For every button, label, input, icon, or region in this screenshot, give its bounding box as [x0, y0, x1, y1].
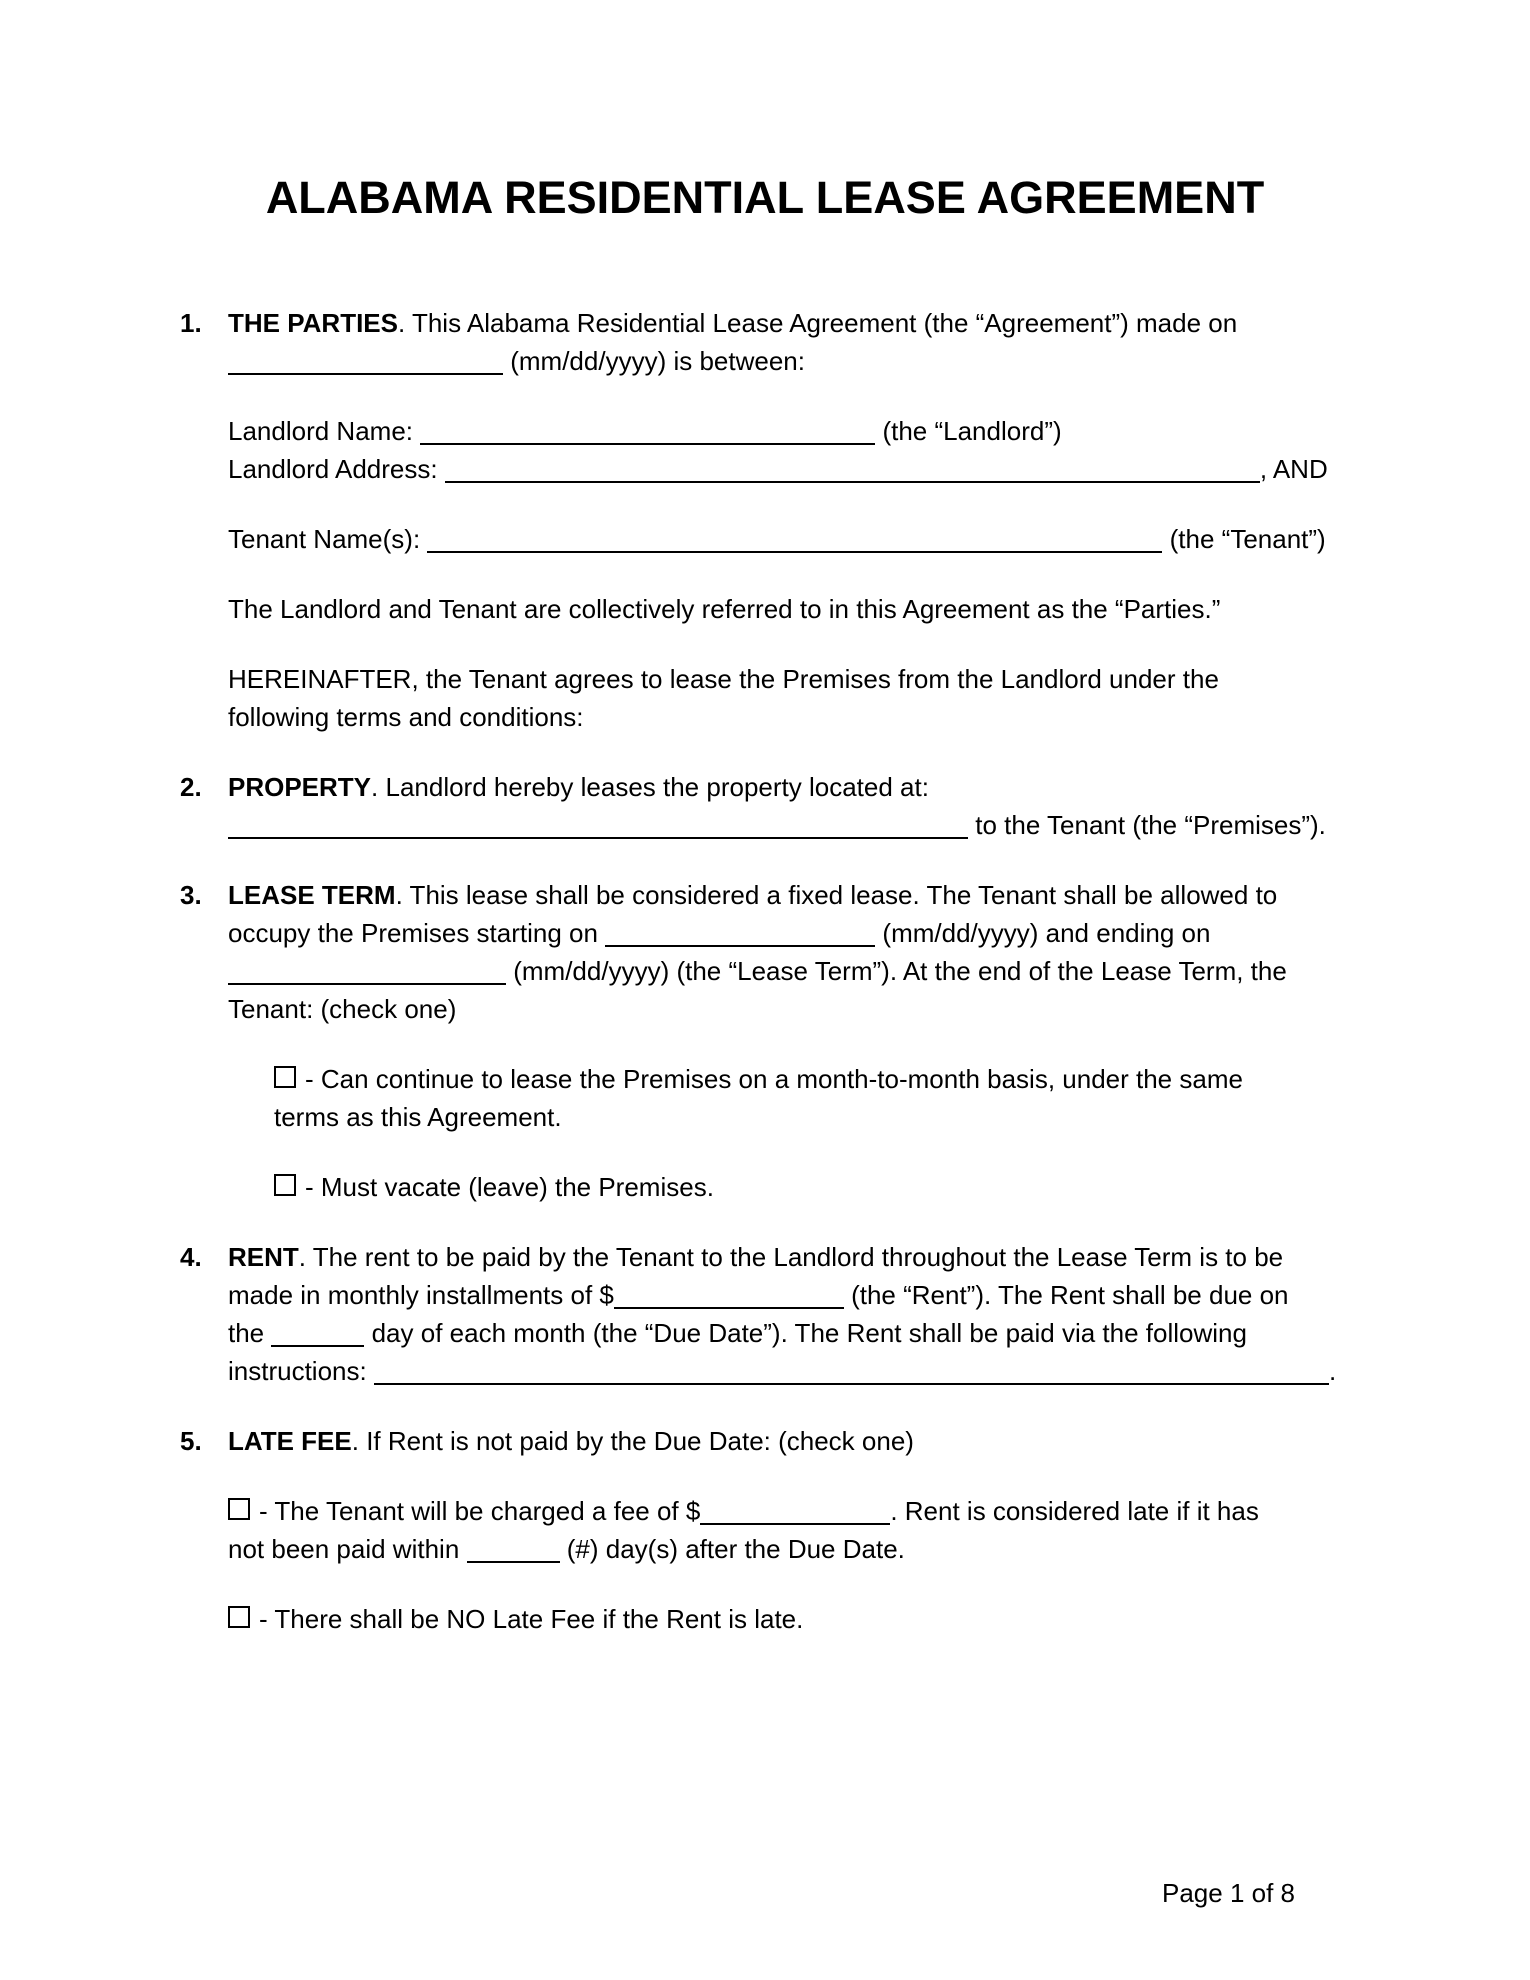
text-line: [228, 1422, 1390, 1460]
no-late-fee-checkbox[interactable]: [228, 1606, 250, 1628]
text-line: [228, 1600, 1390, 1638]
text-line: [228, 1352, 1390, 1390]
text-run: (the “Tenant”): [1162, 524, 1326, 554]
section-late-fee: [180, 1422, 1390, 1670]
section-lease-term: [180, 876, 1390, 1238]
document-title: ALABAMA RESIDENTIAL LEASE AGREEMENT: [265, 172, 1265, 223]
section-rent: [180, 1238, 1390, 1422]
text-line: [228, 520, 1390, 558]
text-run: HEREINAFTER, the Tenant agrees to lease the Premises from the Landlord under the: [228, 664, 1219, 694]
section-content: [228, 1422, 1390, 1670]
paragraph: [228, 660, 1390, 736]
page-number: Page 1 of 8: [1162, 1878, 1295, 1908]
paragraph: [228, 590, 1390, 628]
late-fee-days-field[interactable]: [467, 1561, 560, 1563]
text-run: . If Rent is not paid by the Due Date: (check one): [351, 1426, 914, 1456]
property-address-field[interactable]: [228, 837, 968, 839]
section-number: 5.: [180, 1426, 202, 1456]
text-line: [228, 914, 1390, 952]
section-content: [228, 304, 1390, 768]
text-run: made in monthly installments of $: [228, 1280, 614, 1310]
section-number: 1.: [180, 308, 202, 338]
text-run: not been paid within: [228, 1534, 467, 1564]
paragraph: [228, 876, 1390, 1028]
text-run: terms as this Agreement.: [274, 1102, 562, 1132]
text-run: Tenant: (check one): [228, 994, 457, 1024]
text-run: .: [1328, 1356, 1337, 1386]
text-line: [228, 590, 1390, 628]
text-run: day of each month (the “Due Date”). The Rent shall be paid via the following: [364, 1318, 1247, 1348]
text-run: , AND: [1259, 454, 1328, 484]
bold-run: LEASE TERM: [228, 880, 396, 910]
text-run: Tenant Name(s):: [228, 524, 428, 554]
text-run: - Must vacate (leave) the Premises.: [305, 1172, 714, 1202]
bold-run: RENT: [228, 1242, 299, 1272]
text-run: following terms and conditions:: [228, 702, 584, 732]
text-line: [228, 876, 1390, 914]
text-run: (mm/dd/yyyy) is between:: [503, 346, 805, 376]
month-to-month-checkbox[interactable]: [274, 1066, 296, 1088]
text-run: . This Alabama Residential Lease Agreement (the “Agreement”) made on: [397, 308, 1238, 338]
late-fee-charged-checkbox[interactable]: [228, 1498, 250, 1520]
text-line: [274, 1098, 1390, 1136]
bold-run: LATE FEE: [228, 1426, 352, 1456]
rent-due-day-field[interactable]: [271, 1345, 364, 1347]
rent-amount-field[interactable]: [614, 1307, 844, 1309]
text-run: - Can continue to lease the Premises on a month-to-month basis, under the same: [305, 1064, 1243, 1094]
text-run: . This lease shall be considered a fixed lease. The Tenant shall be allowed to: [395, 880, 1278, 910]
text-run: - The Tenant will be charged a fee of $: [259, 1496, 701, 1526]
paragraph: [228, 520, 1390, 558]
text-run: to the Tenant (the “Premises”).: [968, 810, 1326, 840]
text-line: [228, 990, 1390, 1028]
text-run: the: [228, 1318, 272, 1348]
paragraph: [274, 1168, 1390, 1206]
section-property: [180, 768, 1390, 876]
text-line: [228, 1530, 1390, 1568]
tenant-names-field[interactable]: [427, 551, 1162, 553]
landlord-name-field[interactable]: [420, 443, 875, 445]
text-line: [228, 450, 1390, 488]
text-line: [228, 412, 1390, 450]
text-run: (the “Rent”). The Rent shall be due on: [843, 1280, 1289, 1310]
text-run: . Rent is considered late if it has: [890, 1496, 1259, 1526]
text-run: occupy the Premises starting on: [228, 918, 606, 948]
paragraph: [228, 304, 1390, 380]
text-run: . The rent to be paid by the Tenant to the Landlord throughout the Lease Term is to be: [298, 1242, 1284, 1272]
lease-start-date-field[interactable]: [605, 945, 875, 947]
text-line: [228, 952, 1390, 990]
text-line: [228, 660, 1390, 698]
text-run: Landlord Name:: [228, 416, 421, 446]
lease-end-date-field[interactable]: [228, 983, 506, 985]
text-run: . Landlord hereby leases the property located at:: [371, 772, 929, 802]
text-line: [274, 1168, 1390, 1206]
text-line: [228, 304, 1390, 342]
text-run: - There shall be NO Late Fee if the Rent is late.: [259, 1604, 804, 1634]
text-run: (mm/dd/yyyy) and ending on: [875, 918, 1211, 948]
text-run: (mm/dd/yyyy) (the “Lease Term”). At the end of the Lease Term, the: [506, 956, 1287, 986]
section-content: [228, 768, 1390, 876]
paragraph: [228, 1422, 1390, 1460]
text-run: (the “Landlord”): [875, 416, 1062, 446]
section-the-parties: [180, 304, 1390, 768]
payment-instructions-field[interactable]: [374, 1383, 1329, 1385]
section-content: [228, 876, 1390, 1238]
bold-run: PROPERTY: [228, 772, 372, 802]
text-line: [228, 1276, 1390, 1314]
text-run: Landlord Address:: [228, 454, 445, 484]
text-line: [228, 342, 1390, 380]
text-line: [228, 768, 1390, 806]
paragraph: [228, 1600, 1390, 1638]
section-number: 3.: [180, 880, 202, 910]
text-line: [228, 1314, 1390, 1352]
paragraph: [228, 768, 1390, 844]
landlord-address-field[interactable]: [445, 481, 1260, 483]
text-run: instructions:: [228, 1356, 374, 1386]
section-number: 2.: [180, 772, 202, 802]
paragraph: [228, 412, 1390, 488]
late-fee-amount-field[interactable]: [700, 1523, 890, 1525]
text-run: The Landlord and Tenant are collectively referred to in this Agreement as the “Parties.”: [228, 594, 1221, 624]
text-line: [228, 806, 1390, 844]
paragraph: [228, 1238, 1390, 1390]
section-number: 4.: [180, 1242, 202, 1272]
paragraph: [228, 1492, 1390, 1568]
text-line: [274, 1060, 1390, 1098]
agreement-date-field[interactable]: [228, 373, 503, 375]
text-run: (#) day(s) after the Due Date.: [559, 1534, 905, 1564]
text-line: [228, 1492, 1390, 1530]
text-line: [228, 698, 1390, 736]
section-content: [228, 1238, 1390, 1422]
vacate-checkbox[interactable]: [274, 1174, 296, 1196]
text-line: [228, 1238, 1390, 1276]
document-body: [180, 304, 1390, 1670]
paragraph: [274, 1060, 1390, 1136]
bold-run: THE PARTIES: [228, 308, 398, 338]
